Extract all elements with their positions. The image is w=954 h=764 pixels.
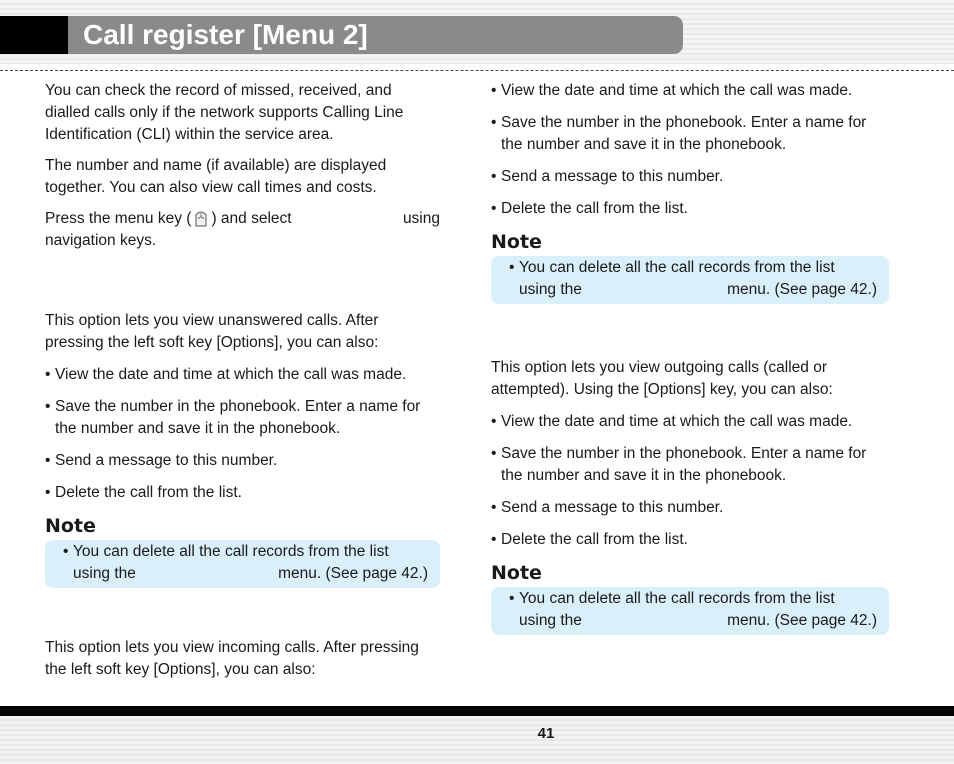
missed-bullet-3: • Send a message to this number. bbox=[45, 450, 440, 472]
note-line-1: • You can delete all the call records from the list bbox=[73, 543, 389, 560]
received-bullet-4: • Delete the call from the list. bbox=[491, 198, 889, 220]
footer-bar bbox=[0, 706, 954, 716]
note-line-2-start: using the bbox=[519, 612, 582, 629]
note-bullet bbox=[63, 541, 428, 585]
menu-key-icon bbox=[193, 209, 209, 227]
note-box bbox=[45, 540, 440, 588]
intro-paragraph-2: The number and name (if available) are displayed together. You can also view call times and costs. bbox=[45, 157, 387, 196]
section-gap bbox=[45, 588, 440, 637]
received-calls-description: This option lets you view incoming calls. After pressing the left soft key [Options], you can also: bbox=[45, 639, 419, 678]
header-dashed-divider bbox=[0, 70, 954, 71]
intro-paragraph-1: You can check the record of missed, received, and dialled calls only if the network supports Calling Line Identification (CLI) within the service area. bbox=[45, 82, 404, 143]
note-line-2-end: menu. (See page 42.) bbox=[278, 565, 428, 582]
intro-text-after: ) and select bbox=[211, 210, 292, 227]
missed-calls-description: This option lets you view unanswered calls. After pressing the left soft key [Options], you can also: bbox=[45, 312, 379, 351]
received-bullet-2: • Save the number in the phonebook. Enter a name for the number and save it in the phonebook. bbox=[491, 112, 889, 156]
right-column bbox=[491, 80, 889, 635]
note-box bbox=[491, 256, 889, 304]
note-line-1: • You can delete all the call records from the list bbox=[519, 590, 835, 607]
intro-paragraph-3-start bbox=[45, 208, 292, 230]
note-heading: Note bbox=[491, 231, 542, 253]
dialled-bullet-1: • View the date and time at which the call was made. bbox=[491, 411, 889, 433]
intro-paragraph-3 bbox=[45, 208, 440, 252]
missed-bullet-1: • View the date and time at which the call was made. bbox=[45, 364, 440, 386]
page-title: Call register [Menu 2] bbox=[83, 19, 368, 50]
note-box bbox=[491, 587, 889, 635]
left-column bbox=[45, 80, 440, 681]
intro-text-before: Press the menu key ( bbox=[45, 210, 192, 227]
intro-paragraph-3-end: navigation keys. bbox=[45, 232, 157, 249]
note-line-2-start: using the bbox=[73, 565, 136, 582]
footer-band bbox=[0, 716, 954, 764]
note-line-2 bbox=[73, 563, 428, 585]
received-bullet-1: • View the date and time at which the call was made. bbox=[491, 80, 889, 102]
note-heading: Note bbox=[45, 515, 96, 537]
received-bullet-3: • Send a message to this number. bbox=[491, 166, 889, 188]
note-line-2 bbox=[519, 610, 877, 632]
dialled-calls-description: This option lets you view outgoing calls (called or attempted). Using the [Options] key, you can also: bbox=[491, 359, 833, 398]
dialled-bullet-3: • Send a message to this number. bbox=[491, 497, 889, 519]
dialled-bullet-4: • Delete the call from the list. bbox=[491, 529, 889, 551]
note-line-1: • You can delete all the call records from the list bbox=[519, 259, 835, 276]
header-black-tab bbox=[0, 16, 68, 54]
note-bullet bbox=[509, 257, 877, 301]
missed-bullet-2: • Save the number in the phonebook. Enter a name for the number and save it in the phonebook. bbox=[45, 396, 440, 440]
note-heading: Note bbox=[491, 562, 542, 584]
section-gap bbox=[45, 252, 440, 310]
dialled-bullet-2: • Save the number in the phonebook. Enter a name for the number and save it in the phonebook. bbox=[491, 443, 889, 487]
note-line-2 bbox=[519, 279, 877, 301]
intro-text-using: using bbox=[402, 210, 440, 227]
note-line-2-end: menu. (See page 42.) bbox=[727, 612, 877, 629]
note-line-2-end: menu. (See page 42.) bbox=[727, 281, 877, 298]
note-bullet bbox=[509, 588, 877, 632]
intro-paragraph-3-line-1 bbox=[45, 208, 440, 230]
note-line-2-start: using the bbox=[519, 281, 582, 298]
page-number: 41 bbox=[537, 725, 555, 742]
missed-bullet-4: • Delete the call from the list. bbox=[45, 482, 440, 504]
section-gap bbox=[491, 304, 889, 357]
